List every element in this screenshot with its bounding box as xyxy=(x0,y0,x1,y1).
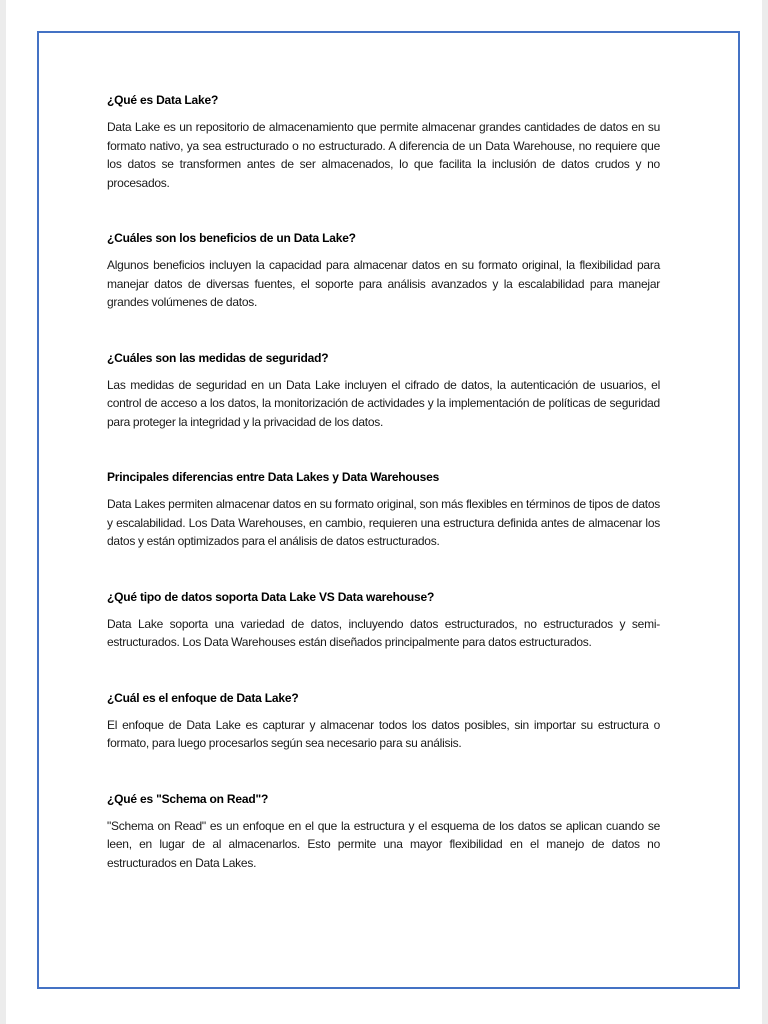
section-body: "Schema on Read" es un enfoque en el que la estructura y el esquema de los datos se aplican cuando se leen, en lugar de al almacenarlos. Esto permite una mayor flexibilidad en el manejo de datos no estructurados en Data Lakes. xyxy=(107,818,660,870)
section-heading: ¿Qué es Data Lake? xyxy=(107,93,219,107)
section-body: Algunos beneficios incluyen la capacidad para almacenar datos en su formato original, la flexibilidad para manejar datos de diversas fuentes, el soporte para análisis avanzados y la escalabilidad para manejar grandes volúmenes de datos. xyxy=(107,258,660,309)
section-enfoque xyxy=(107,689,660,753)
section-heading: ¿Cuál es el enfoque de Data Lake? xyxy=(107,690,299,705)
section-body: Data Lake es un repositorio de almacenamiento que permite almacenar grandes cantidades de datos en su formato nativo, ya sea estructurado o no estructurado. A diferencia de un Data Warehouse, no requiere que los datos se transformen antes de ser almacenados, lo que facilita la inclusión de datos crudos y no procesados. xyxy=(107,120,660,190)
section-tipo-de-datos xyxy=(107,588,660,652)
section-heading: ¿Qué tipo de datos soporta Data Lake VS Data warehouse? xyxy=(107,589,435,604)
document-content xyxy=(107,91,660,909)
section-body: Data Lake soporta una variedad de datos, incluyendo datos estructurados, no estructurados y semi-estructurados. Los Data Warehouses están diseñados principalmente para datos estructurados. xyxy=(107,616,660,649)
section-heading: ¿Qué es "Schema on Read"? xyxy=(107,791,269,806)
section-medidas-seguridad xyxy=(107,349,660,432)
section-body: El enfoque de Data Lake es capturar y almacenar todos los datos posibles, sin importar su estructura o formato, para luego procesarlos según sea necesario para su análisis. xyxy=(107,717,660,750)
section-body: Data Lakes permiten almacenar datos en su formato original, son más flexibles en términos de tipos de datos y escalabilidad. Los Data Warehouses, en cambio, requieren una estructura definida antes de almacenar los datos y están optimizados para el análisis de datos estructurados. xyxy=(107,497,660,548)
section-body: Las medidas de seguridad en un Data Lake incluyen el cifrado de datos, la autenticación de usuarios, el control de acceso a los datos, la monitorización de actividades y la implementación de políticas de seguridad para proteger la integridad y la privacidad de los datos. xyxy=(107,377,660,429)
section-diferencias xyxy=(107,468,660,551)
section-schema-on-read xyxy=(107,790,660,873)
section-que-es-data-lake xyxy=(107,91,660,192)
section-heading: ¿Cuáles son las medidas de seguridad? xyxy=(107,350,329,365)
section-heading: Principales diferencias entre Data Lakes y Data Warehouses xyxy=(107,470,440,484)
section-heading: ¿Cuáles son los beneficios de un Data Lake? xyxy=(107,231,356,245)
section-beneficios xyxy=(107,229,660,312)
